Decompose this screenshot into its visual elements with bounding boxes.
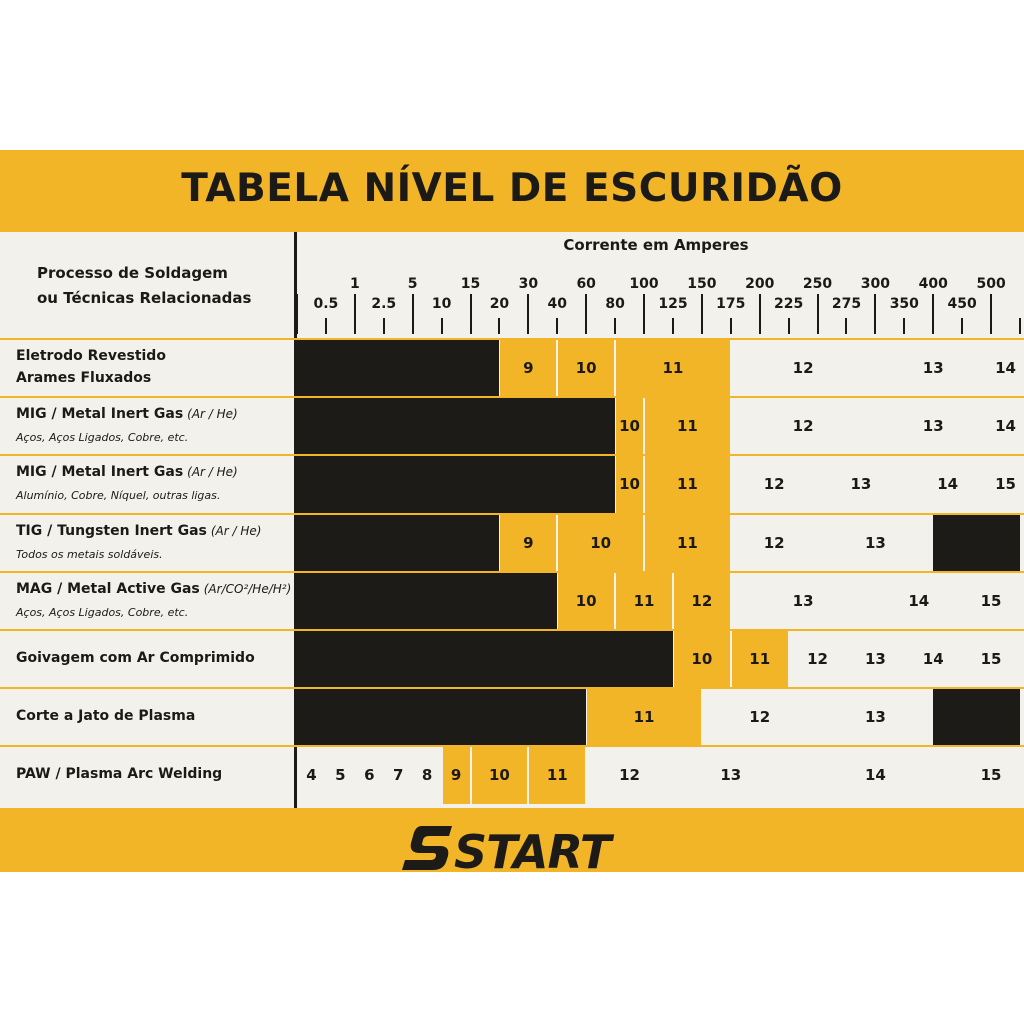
process-title-text: MAG / Metal Active Gas — [16, 580, 200, 597]
shade-not-applicable — [933, 689, 1020, 745]
shade-cell: 13 — [819, 456, 904, 512]
process-title — [16, 766, 222, 782]
shade-cell: 11 — [645, 515, 730, 571]
process-title — [16, 523, 261, 539]
shade-cell: 9 — [500, 340, 556, 396]
shade-cell: 11 — [529, 747, 585, 803]
amp-tick-label-lower: 80 — [605, 296, 625, 312]
shade-cell: 9 — [500, 515, 556, 571]
process-gas-suffix: (Ar / He) — [187, 465, 238, 480]
process-label — [2, 631, 294, 687]
shade-cell: 13 — [876, 398, 990, 454]
start-logo — [400, 818, 620, 874]
amp-tick-label-upper: 250 — [802, 276, 833, 292]
amp-tick-label-lower: 125 — [658, 296, 688, 312]
shade-cell: 13 — [732, 573, 875, 629]
amp-scale-tick — [441, 318, 443, 334]
amp-scale-tick — [470, 294, 472, 334]
amp-tick-label-upper: 5 — [407, 276, 418, 292]
shade-cell: 11 — [616, 340, 730, 396]
amp-scale-tick — [961, 318, 963, 334]
amp-tick-label-upper: 200 — [745, 276, 775, 292]
amp-tick-label-upper: 15 — [460, 276, 481, 292]
shade-cell: 14 — [905, 631, 961, 687]
amp-tick-label-lower: 0.5 — [313, 296, 339, 312]
amperes-header: Corrente em Amperes — [563, 236, 749, 254]
shade-cell: 10 — [558, 340, 614, 396]
process-label — [2, 340, 294, 396]
amp-scale-tick — [556, 318, 558, 334]
shade-cell: 10 — [616, 456, 643, 512]
shade-cell: 11 — [587, 689, 701, 745]
amp-scale-tick — [845, 318, 847, 334]
shade-cell: 15 — [963, 631, 1019, 687]
amp-tick-label-upper: 400 — [918, 276, 948, 292]
shade-cell: 10 — [558, 573, 614, 629]
amp-tick-label-upper: 300 — [860, 276, 891, 292]
amp-scale-tick — [817, 294, 819, 334]
amp-tick-label-upper: 150 — [687, 276, 717, 292]
process-title — [16, 406, 238, 422]
shade-not-applicable — [297, 340, 499, 396]
process-title-text: Goivagem com Ar Comprimido — [16, 650, 255, 667]
shade-cell: 12 — [703, 689, 817, 745]
amp-scale-tick — [932, 294, 934, 334]
shade-cell: 4 — [298, 747, 325, 803]
amp-tick-label-lower: 275 — [831, 296, 862, 312]
shade-cell: 14 — [876, 573, 961, 629]
process-header-line2: ou Técnicas Relacionadas — [37, 289, 252, 307]
shade-cell: 11 — [616, 573, 672, 629]
amp-scale-tick — [701, 294, 703, 334]
amp-tick-label-lower: 20 — [489, 296, 510, 312]
amp-scale-tick — [730, 318, 732, 334]
process-title-text: Eletrodo Revestido — [16, 348, 166, 364]
process-label — [2, 456, 294, 512]
shade-cell: 13 — [847, 631, 903, 687]
amp-scale-tick — [874, 294, 876, 334]
shade-cell: 12 — [732, 340, 875, 396]
amp-scale-tick — [383, 318, 385, 334]
process-gas-suffix: (Ar / He) — [210, 523, 262, 538]
amp-tick-label-lower: 40 — [547, 296, 568, 312]
amp-tick-label-lower: 225 — [774, 296, 804, 312]
process-header-line1: Processo de Soldagem — [37, 264, 228, 282]
shade-cell: 14 — [992, 340, 1019, 396]
shade-cell: 13 — [819, 689, 933, 745]
process-title-text: MIG / Metal Inert Gas — [16, 464, 184, 481]
shade-not-applicable — [297, 689, 586, 745]
shade-cell: 9 — [443, 747, 470, 803]
amp-scale-tick — [527, 294, 529, 334]
shade-cell: 10 — [616, 398, 643, 454]
shade-cell: 13 — [819, 515, 933, 571]
process-label — [2, 398, 294, 454]
amp-tick-label-lower: 350 — [889, 296, 919, 312]
amp-tick-label-upper: 60 — [576, 276, 596, 292]
amp-scale-tick — [788, 318, 790, 334]
shade-cell: 15 — [963, 747, 1019, 803]
shade-cell: 11 — [732, 631, 788, 687]
amp-scale-tick — [354, 294, 356, 334]
process-gas-suffix: (Ar / He) — [187, 407, 238, 422]
shade-not-applicable — [297, 456, 615, 512]
shade-cell: 12 — [732, 398, 875, 454]
shade-cell: 12 — [732, 456, 817, 512]
amp-scale-tick — [412, 294, 414, 334]
process-materials: Todos os metais soldáveis. — [16, 547, 163, 561]
shade-not-applicable — [297, 515, 499, 571]
process-title — [16, 464, 238, 480]
svg-text:START: START — [454, 825, 611, 874]
shade-cell: 10 — [674, 631, 730, 687]
amp-tick-label-upper: 1 — [349, 276, 360, 292]
shade-cell: 11 — [645, 398, 730, 454]
shade-not-applicable — [297, 631, 673, 687]
process-label — [2, 689, 294, 745]
shade-cell: 8 — [414, 747, 441, 803]
amp-scale-tick — [643, 294, 645, 334]
process-gas-suffix: (Ar/CO²/He/H²) — [203, 581, 292, 596]
process-materials: Aços, Aços Ligados, Cobre, etc. — [16, 431, 189, 445]
shade-not-applicable — [297, 573, 557, 629]
amp-scale-tick — [614, 318, 616, 334]
shade-cell: 12 — [790, 631, 846, 687]
process-title-text: TIG / Tungsten Inert Gas — [16, 522, 207, 539]
amp-tick-label-lower: 175 — [716, 296, 746, 312]
shade-table — [0, 232, 1024, 808]
shade-cell: 11 — [645, 456, 730, 512]
shade-cell: 13 — [876, 340, 990, 396]
amp-scale-tick — [498, 318, 500, 334]
page-title: TABELA NÍVEL DE ESCURIDÃO — [181, 166, 843, 211]
process-header-cell — [2, 234, 294, 339]
amp-tick-label-lower: 450 — [947, 296, 977, 312]
shade-cell: 12 — [732, 515, 817, 571]
shade-not-applicable — [297, 398, 615, 454]
amp-tick-label-lower: 10 — [431, 296, 452, 312]
amp-scale-tick — [672, 318, 674, 334]
process-materials: Alumínio, Cobre, Níquel, outras ligas. — [16, 489, 221, 503]
amp-scale-tick — [990, 294, 992, 334]
shade-cell: 14 — [905, 456, 990, 512]
amp-scale-tick — [903, 318, 905, 334]
shade-cell: 10 — [558, 515, 643, 571]
amp-tick-label-upper: 500 — [976, 276, 1006, 292]
process-title-line2: Arames Fluxados — [16, 370, 152, 386]
process-label — [2, 573, 294, 629]
shade-cell: 14 — [992, 398, 1019, 454]
shade-cell: 12 — [587, 747, 672, 803]
shade-cell: 7 — [385, 747, 412, 803]
shade-not-applicable — [933, 515, 1020, 571]
shade-cell: 15 — [992, 456, 1019, 512]
amp-scale-tick — [585, 294, 587, 334]
process-label — [2, 515, 294, 571]
process-title-text: Corte a Jato de Plasma — [16, 708, 196, 725]
shade-cell: 12 — [674, 573, 730, 629]
amp-tick-label-upper: 100 — [629, 276, 659, 292]
process-title — [16, 581, 291, 597]
process-title-text: MIG / Metal Inert Gas — [16, 406, 184, 423]
process-title — [16, 348, 166, 364]
process-label — [2, 747, 294, 803]
amp-scale-tick — [325, 318, 327, 334]
process-title — [16, 708, 195, 724]
amp-tick-label-upper: 30 — [518, 276, 539, 292]
amp-tick-label-lower: 2.5 — [371, 296, 397, 312]
shade-cell: 13 — [674, 747, 788, 803]
shade-cell: 5 — [327, 747, 354, 803]
process-title-text: PAW / Plasma Arc Welding — [16, 766, 223, 783]
shade-cell: 14 — [790, 747, 962, 803]
shade-cell: 6 — [356, 747, 383, 803]
amp-scale-tick — [1019, 318, 1021, 334]
process-materials: Aços, Aços Ligados, Cobre, etc. — [16, 605, 189, 619]
shade-cell: 10 — [472, 747, 528, 803]
shade-cell: 15 — [963, 573, 1019, 629]
amp-scale-tick — [759, 294, 761, 334]
process-title — [16, 650, 255, 666]
